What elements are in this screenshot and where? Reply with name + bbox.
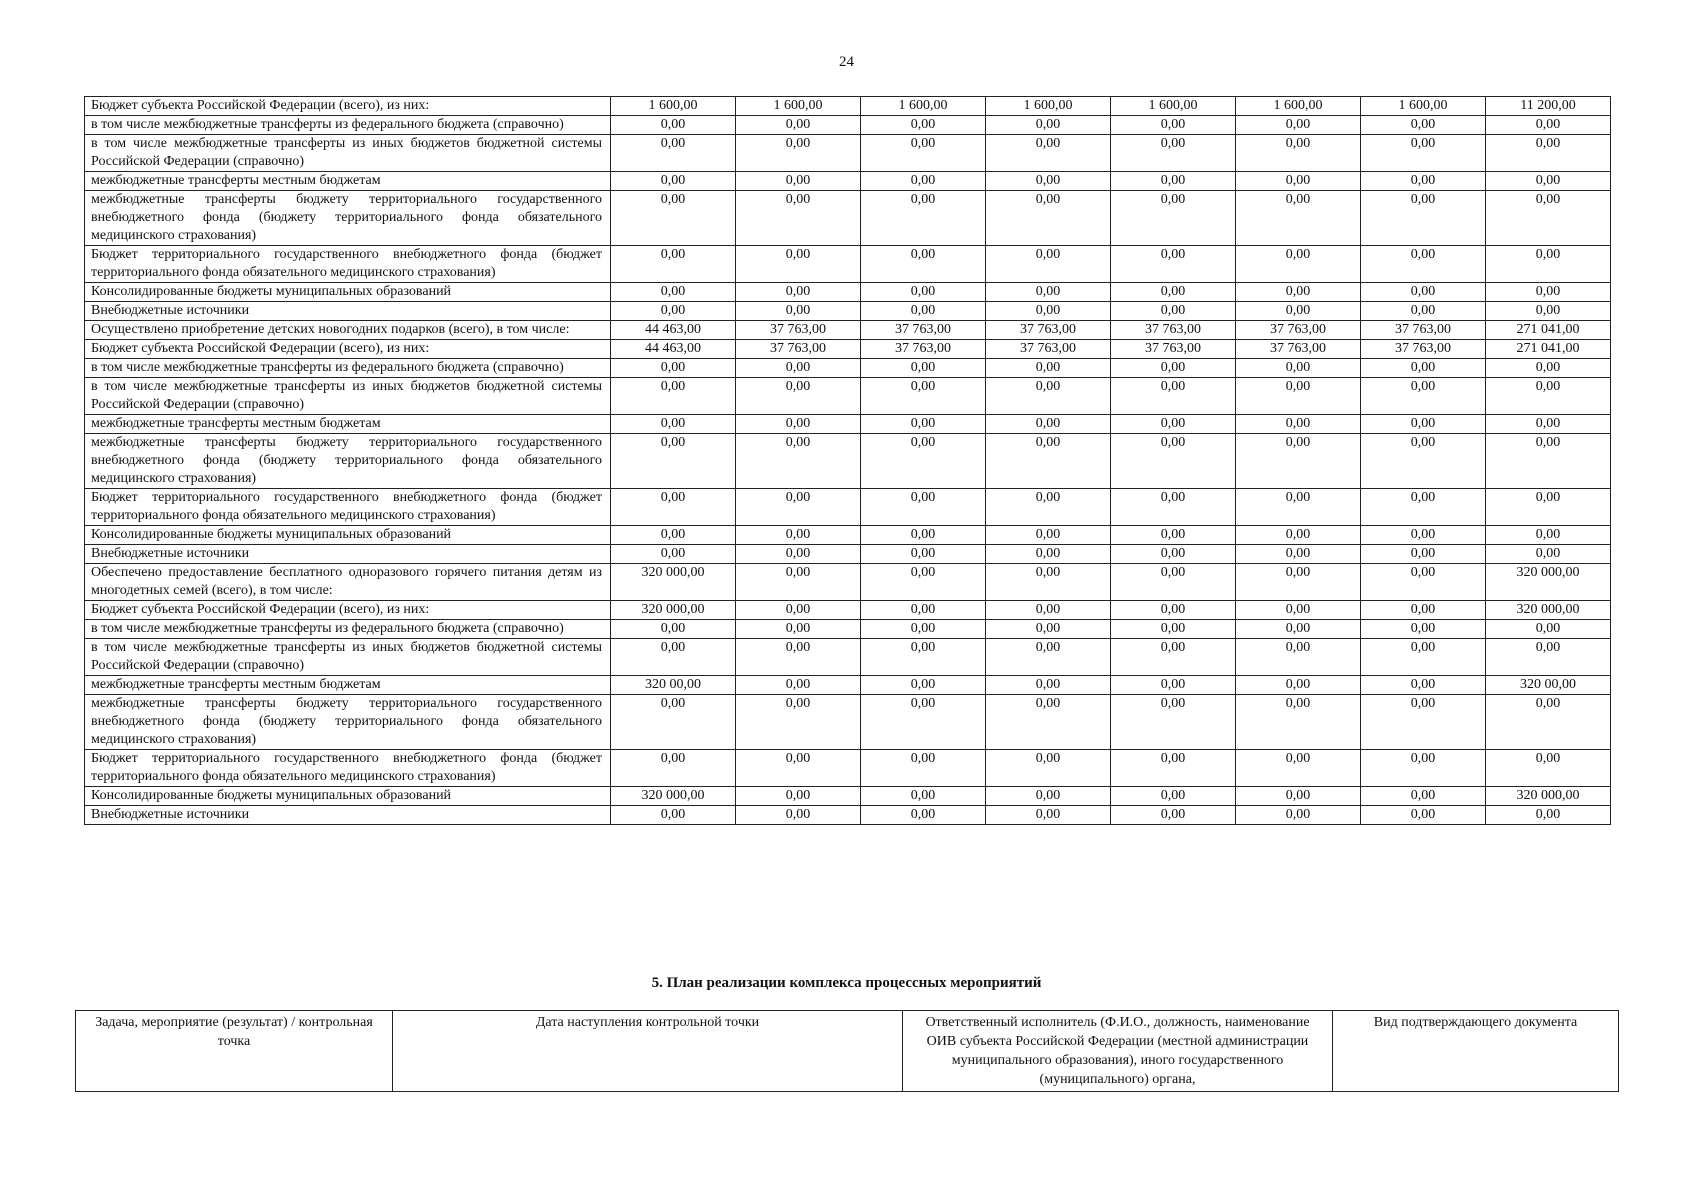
row-value: 0,00 bbox=[1361, 116, 1486, 135]
table-row bbox=[85, 135, 1611, 172]
row-value: 0,00 bbox=[861, 750, 986, 787]
row-value: 0,00 bbox=[1486, 415, 1611, 434]
row-value: 0,00 bbox=[1236, 545, 1361, 564]
row-value: 0,00 bbox=[861, 378, 986, 415]
row-value: 0,00 bbox=[736, 378, 861, 415]
row-value: 0,00 bbox=[1236, 116, 1361, 135]
row-value: 0,00 bbox=[861, 787, 986, 806]
plan-header-document: Вид подтверждающего документа bbox=[1333, 1011, 1619, 1092]
row-value: 0,00 bbox=[986, 695, 1111, 750]
plan-header-date: Дата наступления контрольной точки bbox=[393, 1011, 903, 1092]
row-value: 0,00 bbox=[1236, 601, 1361, 620]
row-value: 0,00 bbox=[1111, 283, 1236, 302]
row-value: 0,00 bbox=[736, 172, 861, 191]
row-value: 0,00 bbox=[1111, 526, 1236, 545]
row-value: 0,00 bbox=[1361, 378, 1486, 415]
row-value: 0,00 bbox=[611, 695, 736, 750]
row-value: 0,00 bbox=[611, 750, 736, 787]
row-value: 0,00 bbox=[736, 787, 861, 806]
row-value: 37 763,00 bbox=[861, 321, 986, 340]
row-value: 0,00 bbox=[1361, 434, 1486, 489]
row-value: 0,00 bbox=[1111, 750, 1236, 787]
row-label: межбюджетные трансферты местным бюджетам bbox=[85, 172, 611, 191]
row-value: 0,00 bbox=[986, 116, 1111, 135]
row-value: 0,00 bbox=[1486, 283, 1611, 302]
row-value: 320 000,00 bbox=[1486, 564, 1611, 601]
row-value: 0,00 bbox=[736, 806, 861, 825]
table-row bbox=[85, 116, 1611, 135]
row-value: 0,00 bbox=[1486, 172, 1611, 191]
table-row bbox=[85, 806, 1611, 825]
row-value: 0,00 bbox=[736, 489, 861, 526]
row-value: 1 600,00 bbox=[1361, 97, 1486, 116]
row-value: 0,00 bbox=[986, 676, 1111, 695]
row-value: 0,00 bbox=[1486, 378, 1611, 415]
row-value: 0,00 bbox=[1111, 359, 1236, 378]
row-value: 0,00 bbox=[611, 283, 736, 302]
row-value: 0,00 bbox=[1486, 695, 1611, 750]
row-value: 0,00 bbox=[736, 676, 861, 695]
row-value: 0,00 bbox=[861, 116, 986, 135]
row-value: 37 763,00 bbox=[1236, 340, 1361, 359]
row-value: 37 763,00 bbox=[1236, 321, 1361, 340]
row-value: 320 00,00 bbox=[1486, 676, 1611, 695]
row-value: 0,00 bbox=[1486, 806, 1611, 825]
row-value: 0,00 bbox=[1111, 135, 1236, 172]
row-value: 0,00 bbox=[611, 415, 736, 434]
row-label: Консолидированные бюджеты муниципальных образований bbox=[85, 283, 611, 302]
row-value: 1 600,00 bbox=[1236, 97, 1361, 116]
row-label: Бюджет территориального государственного внебюджетного фонда (бюджет территориального фонда обязательного медицинского страхования) bbox=[85, 246, 611, 283]
row-value: 0,00 bbox=[1236, 283, 1361, 302]
row-value: 0,00 bbox=[736, 526, 861, 545]
row-value: 0,00 bbox=[1361, 806, 1486, 825]
row-value: 44 463,00 bbox=[611, 321, 736, 340]
table-row bbox=[85, 378, 1611, 415]
table-row bbox=[85, 97, 1611, 116]
row-value: 0,00 bbox=[861, 283, 986, 302]
row-value: 0,00 bbox=[861, 564, 986, 601]
table-row bbox=[85, 564, 1611, 601]
row-value: 0,00 bbox=[1111, 246, 1236, 283]
row-value: 44 463,00 bbox=[611, 340, 736, 359]
row-value: 37 763,00 bbox=[1361, 321, 1486, 340]
row-value: 0,00 bbox=[1111, 695, 1236, 750]
row-value: 0,00 bbox=[861, 620, 986, 639]
row-value: 0,00 bbox=[1486, 545, 1611, 564]
row-value: 0,00 bbox=[611, 302, 736, 321]
row-value: 0,00 bbox=[1236, 676, 1361, 695]
row-value: 0,00 bbox=[736, 620, 861, 639]
row-value: 0,00 bbox=[736, 283, 861, 302]
row-value: 0,00 bbox=[1236, 620, 1361, 639]
row-value: 0,00 bbox=[1361, 564, 1486, 601]
row-value: 1 600,00 bbox=[611, 97, 736, 116]
row-value: 0,00 bbox=[611, 172, 736, 191]
row-label: Консолидированные бюджеты муниципальных образований bbox=[85, 526, 611, 545]
table-row bbox=[85, 359, 1611, 378]
plan-header-task: Задача, мероприятие (результат) / контрольная точка bbox=[76, 1011, 393, 1092]
row-value: 0,00 bbox=[861, 545, 986, 564]
row-value: 0,00 bbox=[1236, 489, 1361, 526]
row-value: 0,00 bbox=[986, 750, 1111, 787]
row-value: 0,00 bbox=[1486, 750, 1611, 787]
row-value: 0,00 bbox=[1486, 434, 1611, 489]
table-row bbox=[85, 695, 1611, 750]
row-value: 0,00 bbox=[861, 526, 986, 545]
row-value: 0,00 bbox=[736, 434, 861, 489]
row-value: 1 600,00 bbox=[861, 97, 986, 116]
row-value: 0,00 bbox=[1111, 564, 1236, 601]
row-value: 37 763,00 bbox=[736, 340, 861, 359]
table-row bbox=[85, 283, 1611, 302]
row-value: 0,00 bbox=[736, 302, 861, 321]
row-label: Бюджет субъекта Российской Федерации (всего), из них: bbox=[85, 97, 611, 116]
row-value: 0,00 bbox=[1486, 489, 1611, 526]
row-label: Консолидированные бюджеты муниципальных образований bbox=[85, 787, 611, 806]
row-value: 320 000,00 bbox=[1486, 787, 1611, 806]
row-value: 320 000,00 bbox=[611, 564, 736, 601]
table-row bbox=[85, 434, 1611, 489]
row-value: 0,00 bbox=[1111, 639, 1236, 676]
row-value: 0,00 bbox=[1111, 545, 1236, 564]
row-value: 0,00 bbox=[986, 545, 1111, 564]
row-value: 37 763,00 bbox=[1361, 340, 1486, 359]
row-value: 0,00 bbox=[1361, 302, 1486, 321]
table-row bbox=[85, 676, 1611, 695]
row-value: 0,00 bbox=[1111, 172, 1236, 191]
table-row bbox=[85, 172, 1611, 191]
row-label: Осуществлено приобретение детских новогодних подарков (всего), в том числе: bbox=[85, 321, 611, 340]
row-label: Бюджет субъекта Российской Федерации (всего), из них: bbox=[85, 601, 611, 620]
row-value: 0,00 bbox=[1236, 434, 1361, 489]
row-value: 0,00 bbox=[986, 489, 1111, 526]
row-value: 0,00 bbox=[736, 545, 861, 564]
row-value: 37 763,00 bbox=[986, 321, 1111, 340]
row-value: 0,00 bbox=[611, 191, 736, 246]
row-value: 0,00 bbox=[861, 415, 986, 434]
row-value: 0,00 bbox=[1361, 135, 1486, 172]
row-value: 0,00 bbox=[1236, 639, 1361, 676]
row-label: межбюджетные трансферты бюджету территориального государственного внебюджетного фонда (бюджету территориального фонда обязательного медицинского страхования) bbox=[85, 434, 611, 489]
row-value: 0,00 bbox=[611, 378, 736, 415]
row-value: 0,00 bbox=[1236, 135, 1361, 172]
table-row bbox=[85, 526, 1611, 545]
row-value: 0,00 bbox=[1361, 676, 1486, 695]
table-row bbox=[85, 415, 1611, 434]
row-value: 0,00 bbox=[611, 639, 736, 676]
table-row bbox=[85, 489, 1611, 526]
row-value: 0,00 bbox=[986, 191, 1111, 246]
row-value: 0,00 bbox=[986, 172, 1111, 191]
row-value: 0,00 bbox=[861, 806, 986, 825]
row-value: 1 600,00 bbox=[736, 97, 861, 116]
row-value: 0,00 bbox=[736, 191, 861, 246]
row-value: 0,00 bbox=[1361, 489, 1486, 526]
row-value: 0,00 bbox=[736, 695, 861, 750]
row-value: 0,00 bbox=[1361, 191, 1486, 246]
plan-table bbox=[75, 1010, 1619, 1092]
row-value: 0,00 bbox=[736, 415, 861, 434]
row-value: 0,00 bbox=[611, 246, 736, 283]
table-row bbox=[85, 750, 1611, 787]
row-value: 0,00 bbox=[1111, 620, 1236, 639]
plan-header-responsible: Ответственный исполнитель (Ф.И.О., должность, наименование ОИВ субъекта Российской Федерации (местной администрации муниципального образования), иного государственного (муниципального) органа, bbox=[903, 1011, 1333, 1092]
row-value: 0,00 bbox=[861, 359, 986, 378]
row-value: 0,00 bbox=[1361, 283, 1486, 302]
row-label: Внебюджетные источники bbox=[85, 545, 611, 564]
row-value: 0,00 bbox=[986, 601, 1111, 620]
row-value: 0,00 bbox=[1236, 695, 1361, 750]
plan-table-header-row bbox=[76, 1011, 1619, 1092]
row-value: 0,00 bbox=[986, 526, 1111, 545]
row-value: 0,00 bbox=[1111, 302, 1236, 321]
row-value: 0,00 bbox=[1486, 359, 1611, 378]
row-value: 0,00 bbox=[1486, 191, 1611, 246]
row-value: 0,00 bbox=[736, 564, 861, 601]
row-label: Внебюджетные источники bbox=[85, 302, 611, 321]
row-value: 1 600,00 bbox=[986, 97, 1111, 116]
row-value: 0,00 bbox=[861, 601, 986, 620]
row-value: 0,00 bbox=[1111, 191, 1236, 246]
row-value: 0,00 bbox=[1361, 172, 1486, 191]
row-value: 0,00 bbox=[611, 359, 736, 378]
row-value: 0,00 bbox=[736, 601, 861, 620]
row-value: 0,00 bbox=[1236, 787, 1361, 806]
table-row bbox=[85, 191, 1611, 246]
row-value: 0,00 bbox=[861, 676, 986, 695]
row-value: 0,00 bbox=[611, 489, 736, 526]
row-value: 0,00 bbox=[1111, 415, 1236, 434]
budget-table-body bbox=[85, 97, 1611, 825]
row-value: 0,00 bbox=[1486, 639, 1611, 676]
row-value: 0,00 bbox=[1361, 695, 1486, 750]
row-value: 0,00 bbox=[736, 116, 861, 135]
row-value: 0,00 bbox=[1361, 620, 1486, 639]
row-value: 320 000,00 bbox=[1486, 601, 1611, 620]
budget-table bbox=[84, 96, 1611, 825]
row-value: 0,00 bbox=[1361, 639, 1486, 676]
row-label: Внебюджетные источники bbox=[85, 806, 611, 825]
row-value: 0,00 bbox=[986, 246, 1111, 283]
row-value: 271 041,00 bbox=[1486, 340, 1611, 359]
row-value: 0,00 bbox=[736, 135, 861, 172]
row-value: 0,00 bbox=[1236, 191, 1361, 246]
row-value: 0,00 bbox=[611, 545, 736, 564]
row-value: 0,00 bbox=[1361, 545, 1486, 564]
row-value: 0,00 bbox=[1361, 415, 1486, 434]
row-value: 0,00 bbox=[986, 787, 1111, 806]
row-value: 0,00 bbox=[1236, 302, 1361, 321]
row-value: 11 200,00 bbox=[1486, 97, 1611, 116]
table-row bbox=[85, 246, 1611, 283]
row-value: 0,00 bbox=[1236, 415, 1361, 434]
row-value: 0,00 bbox=[1111, 601, 1236, 620]
row-value: 0,00 bbox=[1486, 135, 1611, 172]
row-value: 0,00 bbox=[986, 283, 1111, 302]
row-label: Обеспечено предоставление бесплатного одноразового горячего питания детям из многодетных семей (всего), в том числе: bbox=[85, 564, 611, 601]
row-value: 0,00 bbox=[1486, 246, 1611, 283]
row-value: 0,00 bbox=[1236, 564, 1361, 601]
row-label: Бюджет территориального государственного внебюджетного фонда (бюджет территориального фонда обязательного медицинского страхования) bbox=[85, 750, 611, 787]
row-value: 0,00 bbox=[1111, 116, 1236, 135]
row-value: 0,00 bbox=[1236, 806, 1361, 825]
row-value: 0,00 bbox=[611, 806, 736, 825]
row-value: 37 763,00 bbox=[736, 321, 861, 340]
row-label: межбюджетные трансферты местным бюджетам bbox=[85, 676, 611, 695]
row-label: в том числе межбюджетные трансферты из иных бюджетов бюджетной системы Российской Федерации (справочно) bbox=[85, 135, 611, 172]
row-value: 0,00 bbox=[861, 191, 986, 246]
row-value: 0,00 bbox=[861, 639, 986, 676]
row-value: 0,00 bbox=[861, 135, 986, 172]
row-value: 0,00 bbox=[1361, 601, 1486, 620]
row-value: 0,00 bbox=[1361, 246, 1486, 283]
table-row bbox=[85, 340, 1611, 359]
row-value: 0,00 bbox=[1111, 676, 1236, 695]
row-value: 0,00 bbox=[736, 246, 861, 283]
row-value: 0,00 bbox=[986, 359, 1111, 378]
table-row bbox=[85, 321, 1611, 340]
row-value: 0,00 bbox=[1111, 787, 1236, 806]
row-value: 0,00 bbox=[611, 620, 736, 639]
row-value: 0,00 bbox=[986, 564, 1111, 601]
row-value: 0,00 bbox=[1236, 526, 1361, 545]
row-label: в том числе межбюджетные трансферты из федерального бюджета (справочно) bbox=[85, 359, 611, 378]
table-row bbox=[85, 545, 1611, 564]
row-value: 0,00 bbox=[1361, 787, 1486, 806]
row-value: 0,00 bbox=[1236, 246, 1361, 283]
row-label: Бюджет территориального государственного внебюджетного фонда (бюджет территориального фонда обязательного медицинского страхования) bbox=[85, 489, 611, 526]
row-value: 0,00 bbox=[986, 434, 1111, 489]
table-row bbox=[85, 601, 1611, 620]
row-value: 0,00 bbox=[986, 135, 1111, 172]
row-value: 0,00 bbox=[986, 415, 1111, 434]
row-value: 0,00 bbox=[1486, 620, 1611, 639]
row-value: 37 763,00 bbox=[986, 340, 1111, 359]
row-value: 0,00 bbox=[1236, 172, 1361, 191]
row-value: 320 000,00 bbox=[611, 601, 736, 620]
row-label: в том числе межбюджетные трансферты из иных бюджетов бюджетной системы Российской Федерации (справочно) bbox=[85, 639, 611, 676]
row-value: 0,00 bbox=[861, 246, 986, 283]
row-value: 0,00 bbox=[1111, 489, 1236, 526]
row-value: 0,00 bbox=[1361, 526, 1486, 545]
table-row bbox=[85, 787, 1611, 806]
row-value: 0,00 bbox=[1361, 359, 1486, 378]
row-value: 0,00 bbox=[611, 526, 736, 545]
row-value: 0,00 bbox=[861, 489, 986, 526]
row-label: в том числе межбюджетные трансферты из иных бюджетов бюджетной системы Российской Федерации (справочно) bbox=[85, 378, 611, 415]
row-label: межбюджетные трансферты бюджету территориального государственного внебюджетного фонда (бюджету территориального фонда обязательного медицинского страхования) bbox=[85, 191, 611, 246]
row-value: 0,00 bbox=[1236, 359, 1361, 378]
row-value: 0,00 bbox=[611, 116, 736, 135]
row-value: 320 00,00 bbox=[611, 676, 736, 695]
row-value: 320 000,00 bbox=[611, 787, 736, 806]
row-value: 1 600,00 bbox=[1111, 97, 1236, 116]
row-value: 0,00 bbox=[736, 750, 861, 787]
row-value: 0,00 bbox=[1111, 434, 1236, 489]
row-value: 0,00 bbox=[1486, 526, 1611, 545]
row-value: 271 041,00 bbox=[1486, 321, 1611, 340]
row-value: 0,00 bbox=[611, 434, 736, 489]
row-label: межбюджетные трансферты бюджету территориального государственного внебюджетного фонда (бюджету территориального фонда обязательного медицинского страхования) bbox=[85, 695, 611, 750]
row-value: 0,00 bbox=[1361, 750, 1486, 787]
row-value: 0,00 bbox=[986, 302, 1111, 321]
row-value: 0,00 bbox=[736, 639, 861, 676]
row-value: 0,00 bbox=[1486, 302, 1611, 321]
row-value: 0,00 bbox=[1111, 378, 1236, 415]
table-row bbox=[85, 639, 1611, 676]
row-value: 0,00 bbox=[861, 172, 986, 191]
row-value: 0,00 bbox=[1111, 806, 1236, 825]
row-value: 0,00 bbox=[1486, 116, 1611, 135]
row-value: 0,00 bbox=[861, 302, 986, 321]
row-value: 0,00 bbox=[986, 806, 1111, 825]
table-row bbox=[85, 302, 1611, 321]
row-value: 0,00 bbox=[986, 620, 1111, 639]
row-value: 0,00 bbox=[861, 434, 986, 489]
row-label: в том числе межбюджетные трансферты из федерального бюджета (справочно) bbox=[85, 116, 611, 135]
row-label: в том числе межбюджетные трансферты из федерального бюджета (справочно) bbox=[85, 620, 611, 639]
row-label: Бюджет субъекта Российской Федерации (всего), из них: bbox=[85, 340, 611, 359]
row-value: 0,00 bbox=[1236, 750, 1361, 787]
page-number: 24 bbox=[839, 54, 854, 70]
row-label: межбюджетные трансферты местным бюджетам bbox=[85, 415, 611, 434]
section-title: 5. План реализации комплекса процессных мероприятий bbox=[651, 975, 1042, 991]
row-value: 0,00 bbox=[611, 135, 736, 172]
row-value: 0,00 bbox=[986, 378, 1111, 415]
row-value: 37 763,00 bbox=[861, 340, 986, 359]
row-value: 0,00 bbox=[861, 695, 986, 750]
row-value: 37 763,00 bbox=[1111, 340, 1236, 359]
table-row bbox=[85, 620, 1611, 639]
row-value: 0,00 bbox=[986, 639, 1111, 676]
row-value: 0,00 bbox=[1236, 378, 1361, 415]
row-value: 37 763,00 bbox=[1111, 321, 1236, 340]
row-value: 0,00 bbox=[736, 359, 861, 378]
